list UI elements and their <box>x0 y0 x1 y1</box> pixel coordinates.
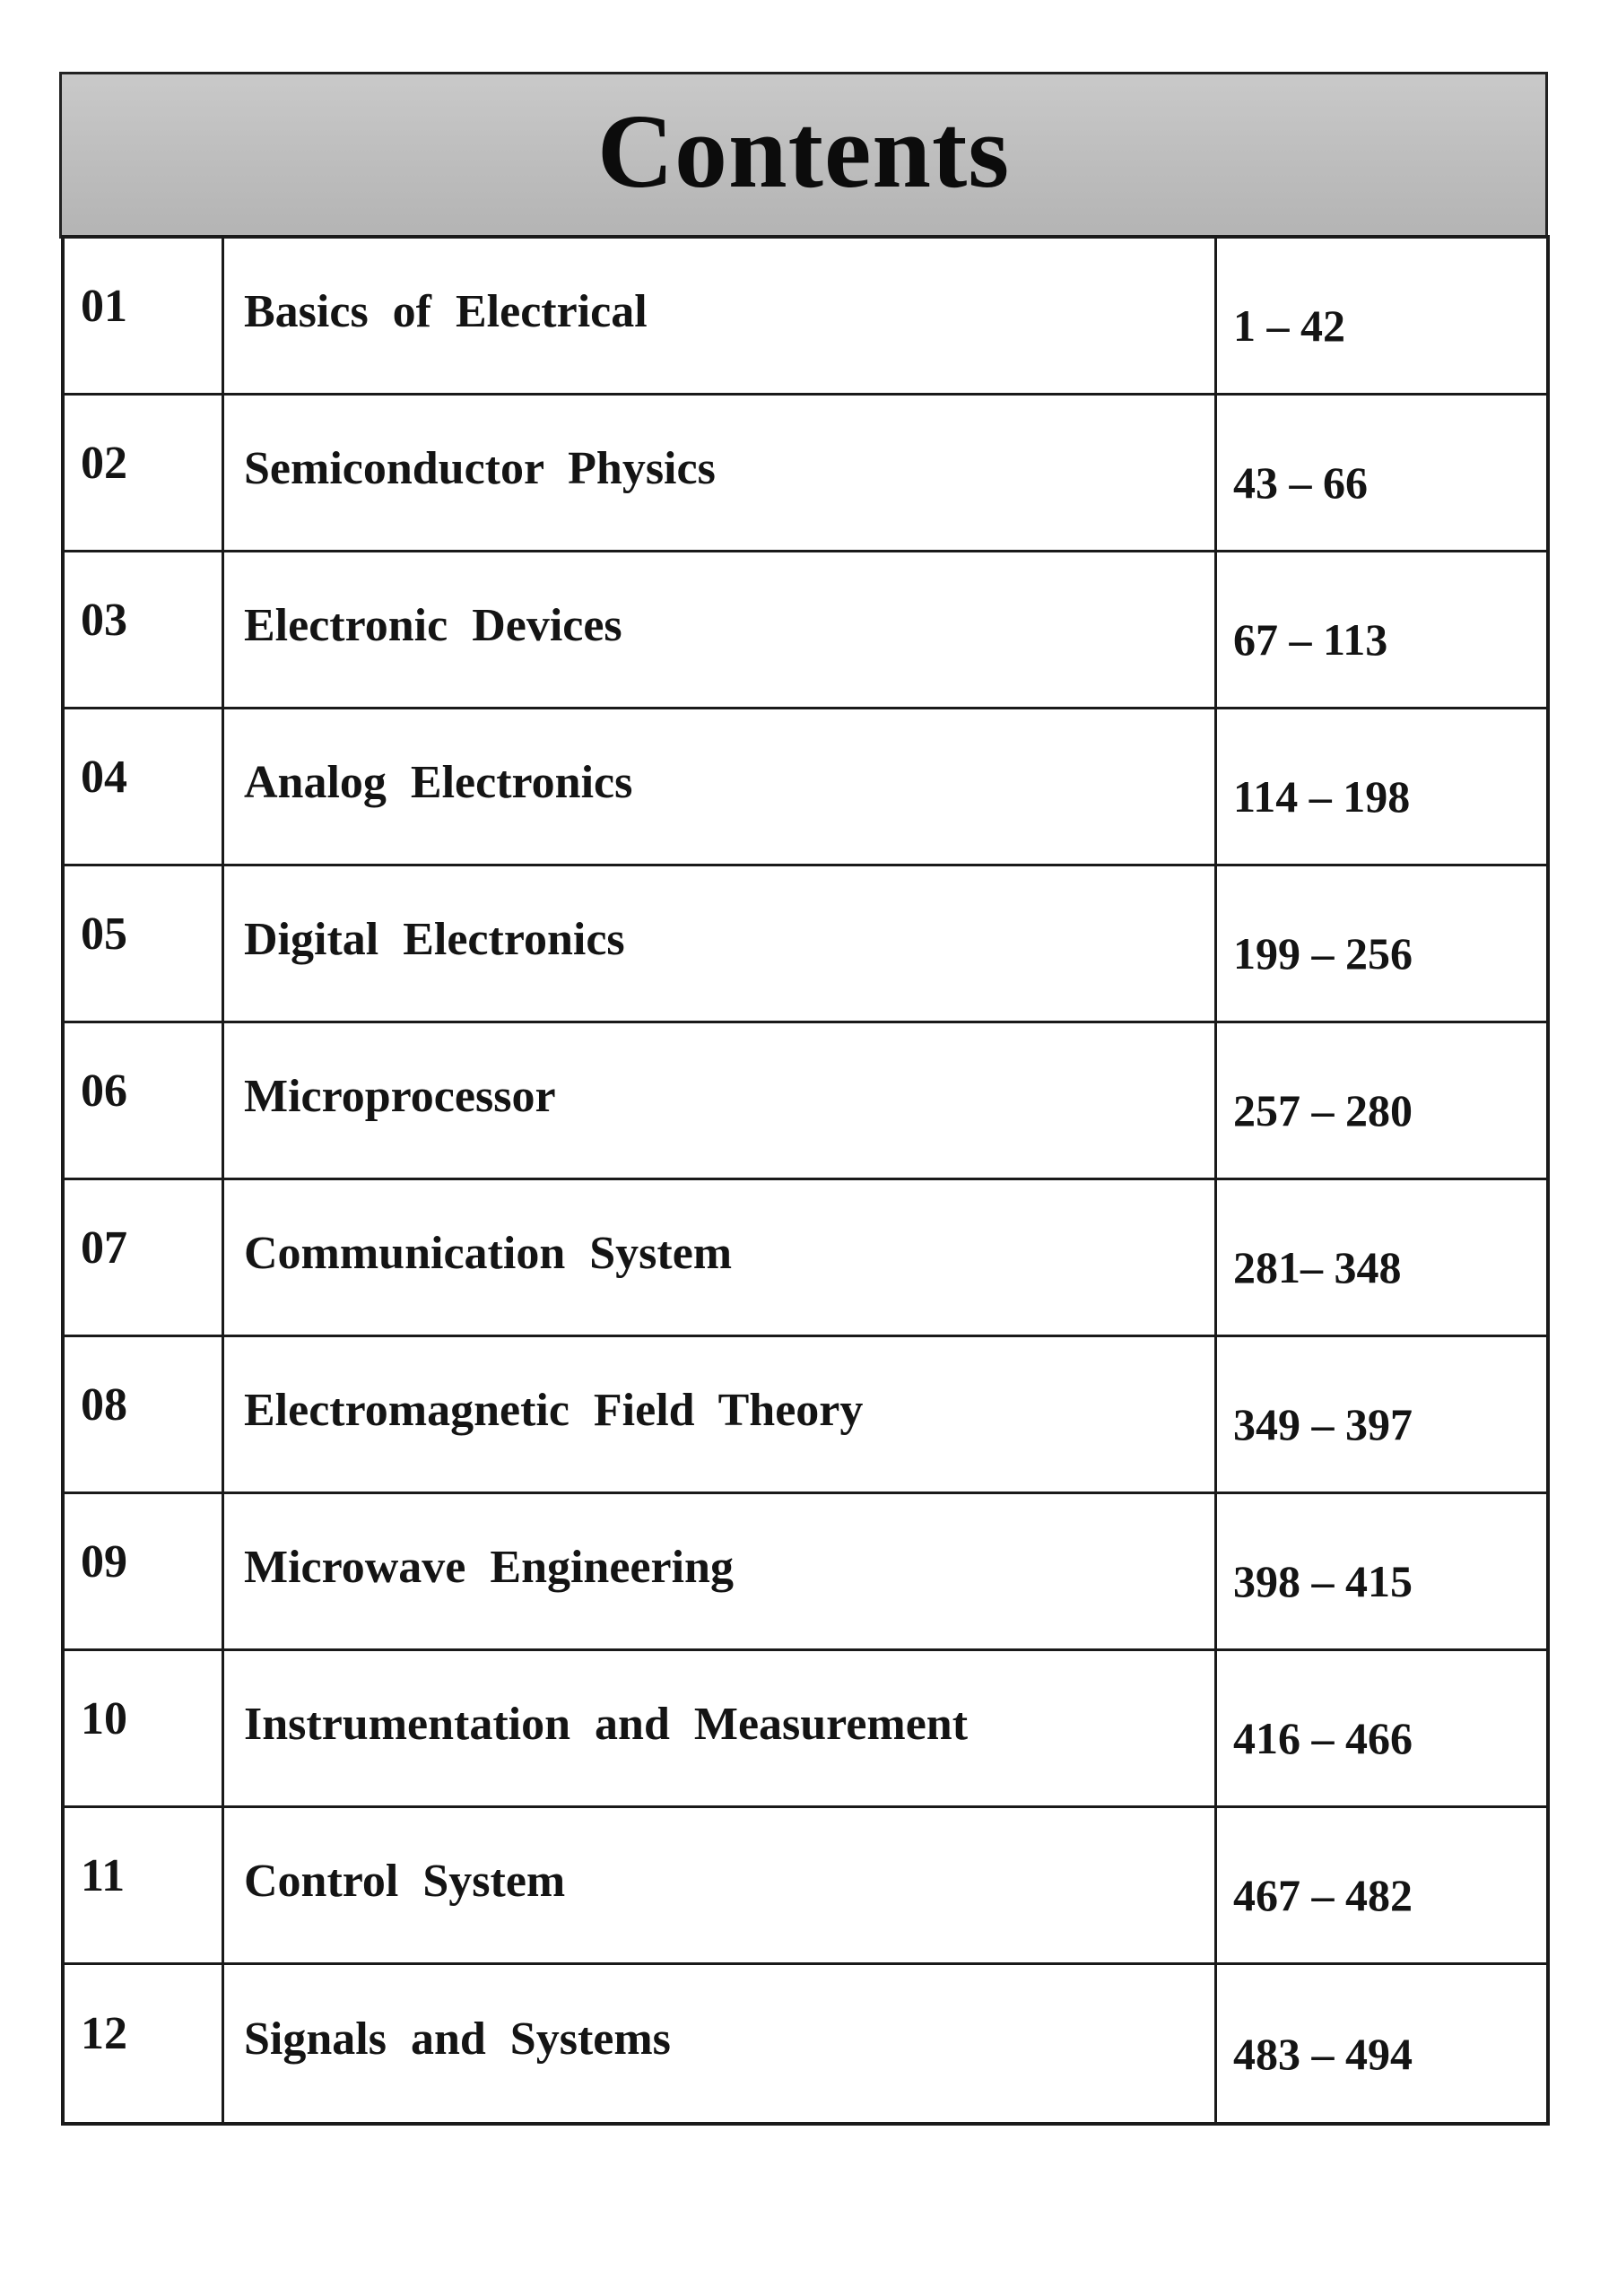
chapter-title: Digital Electronics <box>224 866 1217 1021</box>
chapter-title: Electromagnetic Field Theory <box>224 1337 1217 1492</box>
page-range: 483 – 494 <box>1233 2028 1413 2079</box>
page-range: 416 – 466 <box>1233 1713 1413 1763</box>
contents-table <box>61 235 1550 2126</box>
chapter-number: 05 <box>65 866 224 1021</box>
table-row <box>65 1494 1546 1651</box>
page-range: 349 – 397 <box>1233 1399 1413 1449</box>
table-row <box>65 1965 1546 2122</box>
chapter-number: 10 <box>65 1651 224 1805</box>
table-row <box>65 1180 1546 1337</box>
page-range: 199 – 256 <box>1233 928 1413 978</box>
table-row <box>65 1651 1546 1808</box>
chapter-title: Microwave Engineering <box>224 1494 1217 1648</box>
chapter-number: 09 <box>65 1494 224 1648</box>
chapter-title: Instrumentation and Measurement <box>224 1651 1217 1805</box>
page-range: 467 – 482 <box>1233 1870 1413 1920</box>
chapter-title: Analog Electronics <box>224 709 1217 864</box>
chapter-title: Control System <box>224 1808 1217 1962</box>
chapter-title: Communication System <box>224 1180 1217 1335</box>
chapter-number: 12 <box>65 1965 224 2122</box>
chapter-title: Basics of Electrical <box>224 239 1217 393</box>
chapter-title: Electronic Devices <box>224 552 1217 707</box>
chapter-number: 03 <box>65 552 224 707</box>
chapter-number: 04 <box>65 709 224 864</box>
chapter-number: 08 <box>65 1337 224 1492</box>
table-row <box>65 396 1546 552</box>
table-row <box>65 1808 1546 1965</box>
page-range: 257 – 280 <box>1233 1085 1413 1135</box>
chapter-number: 07 <box>65 1180 224 1335</box>
table-row <box>65 1023 1546 1180</box>
chapter-title: Microprocessor <box>224 1023 1217 1178</box>
table-row <box>65 552 1546 709</box>
chapter-title: Signals and Systems <box>224 1965 1217 2122</box>
chapter-title: Semiconductor Physics <box>224 396 1217 550</box>
chapter-number: 06 <box>65 1023 224 1178</box>
page-range: 67 – 113 <box>1233 614 1388 665</box>
table-row <box>65 709 1546 866</box>
page-range: 281– 348 <box>1233 1242 1402 1292</box>
chapter-number: 01 <box>65 239 224 393</box>
chapter-number: 11 <box>65 1808 224 1962</box>
page-range: 1 – 42 <box>1233 300 1345 351</box>
page-title: Contents <box>596 92 1011 210</box>
chapter-number: 02 <box>65 396 224 550</box>
title-banner <box>59 72 1548 239</box>
page-range: 114 – 198 <box>1233 771 1411 822</box>
page-range: 43 – 66 <box>1233 457 1368 508</box>
table-row <box>65 1337 1546 1494</box>
table-row <box>65 239 1546 396</box>
table-row <box>65 866 1546 1023</box>
page-range: 398 – 415 <box>1233 1556 1413 1606</box>
